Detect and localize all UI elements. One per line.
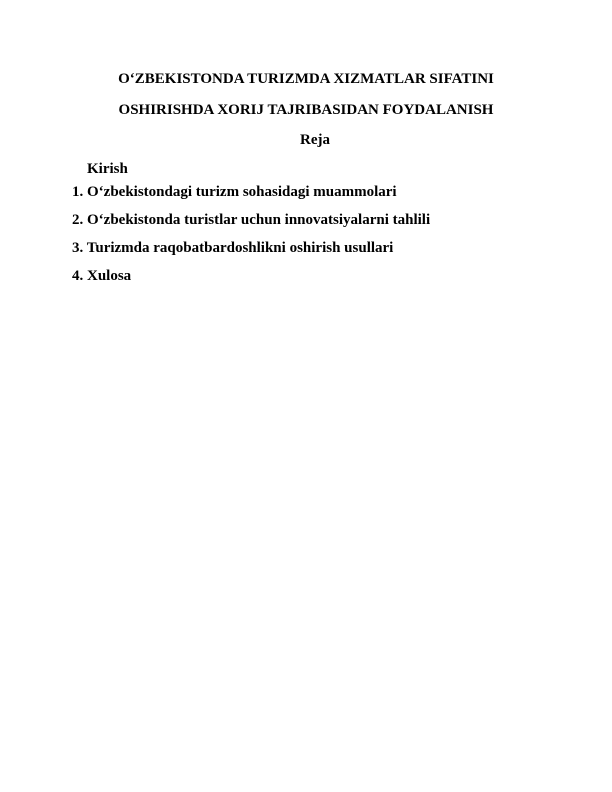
plan-item: 2. O‘zbekistonda turistlar uchun innovatsiyalarni tahlili xyxy=(72,212,431,228)
plan-heading xyxy=(0,131,612,149)
plan-item: 3. Turizmda raqobatbardoshlikni oshirish usullari xyxy=(72,240,394,256)
plan-list xyxy=(72,183,430,295)
document-title-line-2: OSHIRISHDA XORIJ TAJRIBASIDAN FOYDALANISH xyxy=(118,102,494,118)
plan-item: 1. O‘zbekistondagi turizm sohasidagi muammolari xyxy=(72,184,397,200)
intro-item: Kirish xyxy=(87,161,128,177)
document-title-line-1: O‘ZBEKISTONDA TURIZMDA XIZMATLAR SIFATINI xyxy=(118,71,494,87)
plan-heading-text: Reja xyxy=(300,132,330,148)
plan-item: 4. Xulosa xyxy=(72,268,132,284)
